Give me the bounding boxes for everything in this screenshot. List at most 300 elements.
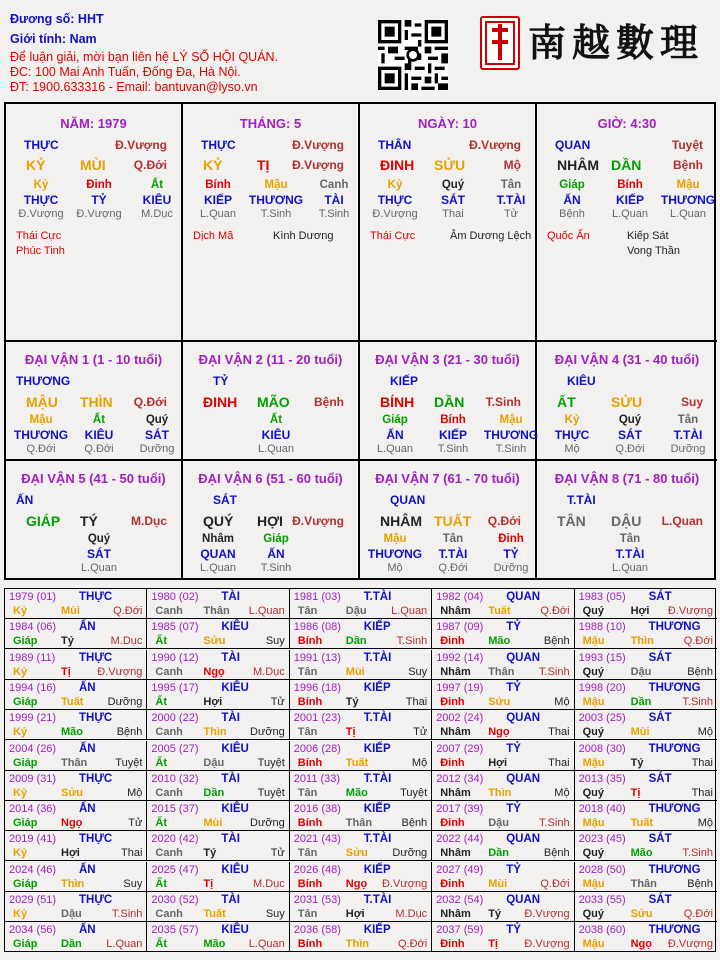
year-status: Bệnh xyxy=(401,817,428,830)
hidden-stem: Giáp xyxy=(559,179,585,191)
year-branch: Hợi xyxy=(630,605,650,617)
year-branch: Tị xyxy=(345,726,356,739)
pillar-note: Âm Dương Lệch xyxy=(450,230,532,242)
year-cell xyxy=(290,589,432,619)
year-stem: Canh xyxy=(155,605,183,617)
hidden-star: KIÊU xyxy=(142,193,172,207)
year-cell xyxy=(575,801,717,831)
year-cell xyxy=(432,831,574,861)
year-star: TỶ xyxy=(506,863,521,876)
dai-van-stem: GIÁP xyxy=(26,513,61,529)
hidden-star: QUAN xyxy=(200,547,236,561)
year-status: Suy xyxy=(408,665,428,678)
year-status: Thai xyxy=(691,786,713,799)
year-label: 2025 (47) xyxy=(151,863,199,876)
year-stem: Nhâm xyxy=(440,665,471,678)
hidden-status: Dưỡng xyxy=(139,443,175,455)
year-status: Bệnh xyxy=(543,635,570,648)
pillar-top-star: THÂN xyxy=(378,138,412,152)
year-star: ẤN xyxy=(79,681,96,694)
year-label: 2004 (26) xyxy=(9,742,57,755)
year-status: Đ.Vượng xyxy=(667,605,713,617)
year-label: 2033 (55) xyxy=(578,894,626,906)
year-star: KIẾP xyxy=(363,863,391,876)
year-stem: Tân xyxy=(297,908,318,920)
year-cell xyxy=(5,619,147,649)
year-stem: Canh xyxy=(155,847,183,860)
year-status: L.Quan xyxy=(248,605,285,617)
pillar-stem: NHÂM xyxy=(557,157,599,173)
year-cell xyxy=(5,771,147,801)
dai-van-cell xyxy=(537,461,717,580)
year-star: KIÊU xyxy=(221,803,249,816)
year-stem: Mậu xyxy=(582,817,605,830)
year-label: 2007 (29) xyxy=(436,742,484,755)
dai-van-title: ĐẠI VẬN 1 (1 - 10 tuổi) xyxy=(24,352,163,367)
year-label: 1985 (07) xyxy=(151,621,199,634)
pillar-note: Thái Cực xyxy=(16,230,62,242)
hidden-status: L.Quan xyxy=(80,562,118,574)
year-cell xyxy=(5,801,147,831)
year-cell xyxy=(432,922,574,952)
year-branch: Hợi xyxy=(203,695,223,708)
year-cell xyxy=(575,589,717,619)
hidden-stem: Nhâm xyxy=(202,533,234,545)
hidden-stem: Mậu xyxy=(29,414,53,426)
year-status: Thai xyxy=(548,726,570,739)
year-status: Bệnh xyxy=(116,726,143,739)
pillar-title: GIỜ: 4:30 xyxy=(597,116,657,131)
year-status: Tử xyxy=(270,847,285,860)
year-stem: Quý xyxy=(582,786,604,799)
pillar-stem-status: Mộ xyxy=(503,158,521,172)
year-label: 1992 (14) xyxy=(436,651,484,664)
year-cell xyxy=(575,650,717,680)
year-label: 1994 (16) xyxy=(9,681,57,694)
year-branch: Dần xyxy=(488,847,509,860)
year-branch: Ngọ xyxy=(61,817,83,830)
year-branch: Tị xyxy=(488,938,498,951)
year-star: QUAN xyxy=(506,591,541,603)
hidden-star: KIÊU xyxy=(261,428,291,442)
year-label: 1988 (10) xyxy=(578,621,626,634)
hidden-star: KIÊU xyxy=(84,428,114,442)
year-star: TỶ xyxy=(506,621,521,634)
hidden-star: THƯƠNG xyxy=(483,428,539,442)
year-label: 2036 (58) xyxy=(293,924,341,937)
year-status: M.Dục xyxy=(395,908,428,920)
year-label: 1986 (08) xyxy=(293,621,341,634)
year-label: 2037 (59) xyxy=(436,924,484,937)
year-stem: Đinh xyxy=(440,756,465,769)
dai-van-status: M.Dục xyxy=(131,514,167,528)
year-status: Thai xyxy=(405,695,428,708)
year-status: T.Sinh xyxy=(682,695,713,708)
year-cell xyxy=(432,710,574,740)
dai-van-cell xyxy=(360,461,537,580)
year-stem: Nhâm xyxy=(440,847,471,860)
year-star: TÀI xyxy=(221,651,240,664)
pillar-top-status: Đ.Vượng xyxy=(292,138,344,152)
year-label: 1999 (21) xyxy=(9,712,57,725)
owner-name: Đương số: HHT xyxy=(10,12,104,26)
dai-van-star: T.TÀI xyxy=(567,493,596,507)
brand-logo: 南越數理 xyxy=(528,20,705,65)
dai-van-title: ĐẠI VẬN 4 (31 - 40 tuổi) xyxy=(554,352,700,367)
hidden-star: ẤN xyxy=(267,547,285,561)
year-status: Q.Đới xyxy=(113,605,143,617)
year-status: Bệnh xyxy=(687,877,713,890)
dai-van-star: QUAN xyxy=(390,493,426,507)
pillar-note: Dịch Mã xyxy=(193,230,234,242)
year-stem: Giáp xyxy=(13,756,38,769)
year-branch: Dậu xyxy=(630,665,652,678)
dai-van-branch: SỬU xyxy=(611,394,643,410)
year-stem: Ất xyxy=(155,817,167,830)
dai-van-stem: QUÝ xyxy=(203,513,234,529)
year-label: 2012 (34) xyxy=(436,772,484,785)
year-star: TÀI xyxy=(221,712,240,725)
year-branch: Dậu xyxy=(488,817,509,830)
year-label: 2010 (32) xyxy=(151,772,199,785)
year-branch: Mão xyxy=(203,938,226,951)
hidden-status: L.Quan xyxy=(669,208,707,220)
year-label: 1991 (13) xyxy=(293,651,341,664)
year-label: 2002 (24) xyxy=(436,712,484,725)
year-stem: Mậu xyxy=(582,938,605,951)
address: ĐC: 100 Mai Anh Tuấn, Đống Đa, Hà Nội. xyxy=(10,65,241,79)
dai-van-status: Suy xyxy=(680,395,703,409)
year-cell xyxy=(432,862,574,892)
year-cell xyxy=(575,710,717,740)
year-label: 2015 (37) xyxy=(151,803,199,816)
year-star: ẤN xyxy=(79,863,96,876)
year-label: 1982 (04) xyxy=(436,591,484,603)
year-star: T.TÀI xyxy=(363,651,392,664)
year-label: 2017 (39) xyxy=(436,803,484,816)
year-star: T.TÀI xyxy=(363,712,392,725)
dai-van-star: THƯƠNG xyxy=(16,374,71,388)
year-branch: Sửu xyxy=(488,695,511,708)
year-cell xyxy=(575,771,717,801)
pillar-top-star: THỰC xyxy=(201,138,236,152)
year-status: T.Sinh xyxy=(682,847,713,860)
year-label: 1987 (09) xyxy=(436,621,484,634)
hidden-status: Q.Đới xyxy=(26,443,56,455)
year-stem: Giáp xyxy=(13,695,38,708)
hidden-star: T.TÀI xyxy=(496,193,526,207)
year-cell xyxy=(5,922,147,952)
year-star: SÁT xyxy=(648,833,672,846)
hidden-stem: Bính xyxy=(205,179,231,191)
dai-van-title: ĐẠI VẬN 7 (61 - 70 tuổi) xyxy=(375,471,520,486)
dai-van-status: L.Quan xyxy=(661,514,703,528)
year-cell xyxy=(5,892,147,922)
year-stem: Kỷ xyxy=(13,786,28,799)
dai-van-status: T.Sinh xyxy=(485,395,521,409)
hidden-status: Q.Đới xyxy=(615,443,645,455)
hidden-stem: Quý xyxy=(441,179,465,191)
hidden-status: Dưỡng xyxy=(493,562,529,574)
hidden-stem: Mậu xyxy=(264,179,288,191)
pillar-branch: TỊ xyxy=(257,157,270,173)
year-star: TÀI xyxy=(221,833,240,846)
year-cell xyxy=(432,892,574,922)
year-branch: Ngọ xyxy=(345,877,368,890)
chart-grid xyxy=(4,102,716,580)
year-star: TỶ xyxy=(506,742,521,755)
year-branch: Sửu xyxy=(61,786,84,799)
dai-van-status: Bệnh xyxy=(314,395,344,409)
pillar-title: NĂM: 1979 xyxy=(60,116,127,131)
hidden-star: THỰC xyxy=(554,428,590,442)
hidden-status: Q.Đới xyxy=(438,562,468,574)
hidden-status: T.Sinh xyxy=(495,443,527,455)
hidden-star: TỶ xyxy=(91,193,107,207)
year-status: M.Dục xyxy=(253,877,285,890)
year-branch: Sửu xyxy=(203,635,226,648)
year-stem: Ất xyxy=(155,695,167,708)
annual-luck-table xyxy=(4,588,716,952)
year-star: SÁT xyxy=(648,894,672,906)
year-cell xyxy=(290,892,432,922)
year-status: Suy xyxy=(265,635,285,648)
year-star: KIẾP xyxy=(363,803,391,816)
year-cell xyxy=(575,922,717,952)
year-branch: Tuất xyxy=(488,605,511,617)
year-star: THƯƠNG xyxy=(648,621,701,634)
pillar-stem-status: Q.Đới xyxy=(133,158,167,172)
year-cell xyxy=(432,741,574,771)
pillar-top-star: THỰC xyxy=(24,138,59,152)
hidden-stem: Canh xyxy=(319,179,349,191)
year-cell xyxy=(147,801,289,831)
year-label: 2028 (50) xyxy=(578,863,626,876)
year-label: 2009 (31) xyxy=(9,772,57,785)
hidden-stem: Mậu xyxy=(383,533,407,545)
year-branch: Tuất xyxy=(345,756,369,769)
dai-van-status: Q.Đới xyxy=(487,514,521,528)
dai-van-title: ĐẠI VẬN 5 (41 - 50 tuổi) xyxy=(21,471,166,486)
year-cell xyxy=(575,892,717,922)
year-cell xyxy=(290,741,432,771)
dai-van-branch: TUẤT xyxy=(434,513,472,529)
year-stem: Bính xyxy=(297,877,323,890)
year-status: Tuyệt xyxy=(115,756,143,769)
dai-van-star: SÁT xyxy=(213,493,237,507)
year-label: 2008 (30) xyxy=(578,742,626,755)
dai-van-branch: DẦN xyxy=(434,394,465,410)
year-label: 2016 (38) xyxy=(293,803,341,816)
year-status: T.Sinh xyxy=(111,908,143,920)
dai-van-status: Đ.Vượng xyxy=(292,514,344,528)
dai-van-title: ĐẠI VẬN 3 (21 - 30 tuổi) xyxy=(375,352,520,367)
year-star: ẤN xyxy=(79,742,96,755)
hidden-status: L.Quan xyxy=(257,443,295,455)
year-star: TỶ xyxy=(506,803,521,816)
year-star: KIẾP xyxy=(363,621,391,634)
year-status: Thai xyxy=(120,847,143,860)
year-stem: Bính xyxy=(297,938,323,951)
year-status: Q.Đới xyxy=(683,908,713,920)
year-label: 2023 (45) xyxy=(578,833,626,846)
dai-van-stem: NHÂM xyxy=(380,513,422,529)
year-stem: Ất xyxy=(155,877,167,890)
year-star: ẤN xyxy=(79,803,96,816)
hidden-star: SÁT xyxy=(618,428,642,442)
year-cell xyxy=(432,619,574,649)
year-star: SÁT xyxy=(648,591,672,603)
year-star: T.TÀI xyxy=(363,772,392,785)
year-status: Mộ xyxy=(697,726,713,739)
hidden-status: Q.Đới xyxy=(84,443,114,455)
year-cell xyxy=(5,710,147,740)
year-cell xyxy=(432,771,574,801)
dai-van-branch: HỢI xyxy=(257,513,283,529)
hidden-status: Mộ xyxy=(387,562,403,574)
pillar-cell xyxy=(360,104,537,342)
year-branch: Thìn xyxy=(630,635,654,648)
year-stem: Bính xyxy=(297,817,323,830)
pillar-branch: MÙI xyxy=(80,157,106,173)
year-branch: Mùi xyxy=(203,817,223,830)
pillar-note: Phúc Tinh xyxy=(16,245,65,257)
hidden-status: L.Quan xyxy=(611,562,649,574)
year-cell xyxy=(147,922,289,952)
year-star: KIẾP xyxy=(363,924,391,937)
year-star: THỰC xyxy=(79,712,113,725)
dai-van-star: ẤN xyxy=(16,493,34,507)
dai-van-stem: MẬU xyxy=(26,394,58,410)
year-stem: Canh xyxy=(155,786,183,799)
hidden-status: T.Sinh xyxy=(260,208,292,220)
year-label: 2001 (23) xyxy=(293,712,341,725)
hidden-status: Tử xyxy=(503,208,519,220)
hidden-status: L.Quan xyxy=(611,208,649,220)
year-branch: Tị xyxy=(61,665,71,678)
hidden-star: SÁT xyxy=(87,547,111,561)
pillar-note: Thái Cực xyxy=(370,230,416,242)
year-star: QUAN xyxy=(506,772,541,785)
year-branch: Mão xyxy=(630,847,653,860)
hidden-status: M.Dục xyxy=(141,208,173,220)
year-label: 2003 (25) xyxy=(578,712,626,725)
year-branch: Thìn xyxy=(61,877,85,890)
pillar-branch: DẦN xyxy=(611,157,642,173)
year-star: THỰC xyxy=(79,772,113,785)
year-branch: Thân xyxy=(203,605,230,617)
year-stem: Tân xyxy=(297,847,318,860)
year-star: THỰC xyxy=(79,894,113,906)
pillar-stem: KỶ xyxy=(203,157,223,173)
year-label: 2034 (56) xyxy=(9,924,57,937)
year-star: ẤN xyxy=(79,924,96,937)
hidden-stem: Ất xyxy=(92,414,106,426)
year-cell xyxy=(575,831,717,861)
year-star: THƯƠNG xyxy=(648,924,701,937)
year-branch: Thìn xyxy=(345,938,370,951)
year-branch: Hợi xyxy=(345,908,365,920)
year-status: M.Dục xyxy=(253,665,285,678)
year-label: 2020 (42) xyxy=(151,833,199,846)
year-cell xyxy=(290,650,432,680)
year-star: KIẾP xyxy=(363,742,391,755)
hidden-stem: Tân xyxy=(442,533,464,545)
year-stem: Kỷ xyxy=(13,726,28,739)
hidden-stem: Kỷ xyxy=(387,179,403,191)
year-branch: Thìn xyxy=(488,786,512,799)
year-cell xyxy=(147,680,289,710)
year-branch: Mùi xyxy=(488,877,508,890)
year-branch: Hợi xyxy=(61,847,80,860)
hidden-star: KIẾP xyxy=(615,193,644,207)
year-stem: Giáp xyxy=(13,635,38,648)
year-stem: Quý xyxy=(582,847,604,860)
year-branch: Tý xyxy=(345,695,359,708)
year-status: L.Quan xyxy=(248,938,285,951)
contact-note: Để luận giải, mời bạn liên hệ LÝ SỐ HỘI QUÁN. xyxy=(10,50,279,64)
year-label: 2032 (54) xyxy=(436,894,484,906)
year-star: QUAN xyxy=(506,894,541,906)
year-cell xyxy=(147,831,289,861)
year-cell xyxy=(147,771,289,801)
pillar-top-status: Đ.Vượng xyxy=(469,138,521,152)
year-status: T.Sinh xyxy=(396,635,428,648)
dai-van-status: Q.Đới xyxy=(133,395,167,409)
hidden-stem: Quý xyxy=(87,533,111,545)
pillar-title: THÁNG: 5 xyxy=(239,116,302,131)
year-star: TỶ xyxy=(506,924,521,937)
year-branch: Thìn xyxy=(203,726,227,739)
year-cell xyxy=(5,650,147,680)
pillar-note: Kình Dương xyxy=(273,230,334,242)
year-stem: Kỷ xyxy=(13,908,28,920)
year-cell xyxy=(290,710,432,740)
year-stem: Canh xyxy=(155,908,183,920)
header xyxy=(0,0,720,100)
year-status: Tử xyxy=(128,817,143,830)
year-star: SÁT xyxy=(648,772,672,785)
year-stem: Mậu xyxy=(582,695,605,708)
qr-code-icon[interactable] xyxy=(378,20,448,90)
year-branch: Dậu xyxy=(203,756,225,769)
year-stem: Tân xyxy=(297,726,318,739)
year-label: 1979 (01) xyxy=(9,591,57,603)
year-label: 2006 (28) xyxy=(293,742,341,755)
year-star: KIÊU xyxy=(221,742,249,755)
dai-van-cell xyxy=(537,342,717,461)
year-stem: Đinh xyxy=(440,938,465,951)
year-status: Dưỡng xyxy=(250,726,285,739)
year-stem: Nhâm xyxy=(440,786,471,799)
year-branch: Tý xyxy=(630,756,644,769)
year-status: Q.Đới xyxy=(683,635,713,648)
year-cell xyxy=(432,801,574,831)
year-status: Q.Đới xyxy=(540,877,570,890)
year-cell xyxy=(575,741,717,771)
year-branch: Mùi xyxy=(345,665,365,678)
year-branch: Thân xyxy=(61,756,88,769)
year-star: THỰC xyxy=(79,833,113,846)
hidden-star: SÁT xyxy=(145,428,169,442)
year-star: TÀI xyxy=(221,894,240,906)
year-star: T.TÀI xyxy=(363,833,392,846)
pillar-stem-status: Bệnh xyxy=(673,158,703,172)
pillar-title: NGÀY: 10 xyxy=(418,116,477,131)
hidden-star: THƯƠNG xyxy=(13,428,69,442)
hidden-stem: Giáp xyxy=(263,533,289,545)
year-stem: Nhâm xyxy=(440,726,471,739)
